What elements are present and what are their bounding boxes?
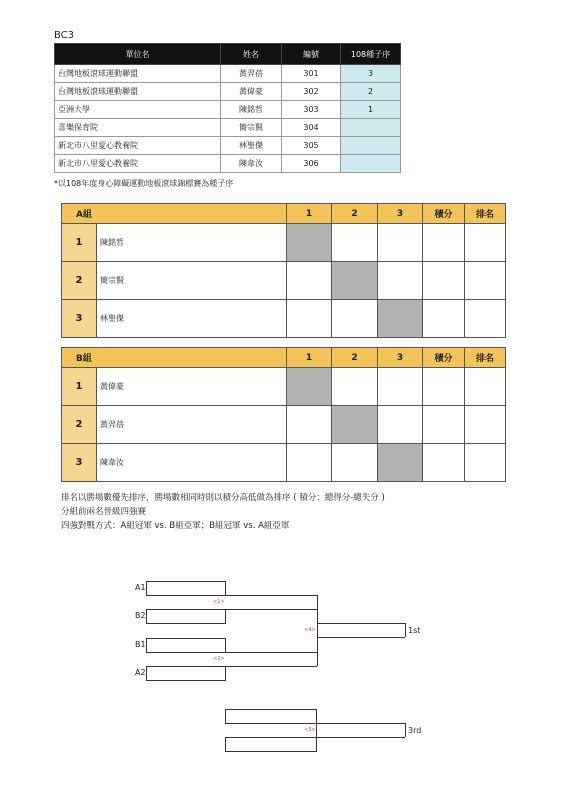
result-cell bbox=[287, 300, 332, 338]
result-cell bbox=[378, 224, 423, 262]
player-name: 黃偉豪 bbox=[97, 368, 287, 406]
name-cell: 林聖傑 bbox=[221, 137, 282, 155]
third-place-label: 3rd bbox=[408, 726, 422, 735]
bracket-line bbox=[225, 666, 317, 667]
match-number: <2> bbox=[213, 656, 225, 662]
result-cell bbox=[287, 262, 332, 300]
slot-label: A2 bbox=[135, 668, 146, 677]
advance-rule: 分組前兩名晉級四強賽 bbox=[61, 507, 147, 517]
player-name: 陳韋汝 bbox=[97, 444, 287, 482]
match-number: <3> bbox=[304, 727, 316, 733]
result-cell bbox=[287, 444, 332, 482]
group-name: B組 bbox=[62, 348, 287, 368]
bracket-slot bbox=[146, 666, 226, 681]
bracket-line bbox=[316, 723, 405, 724]
name-cell: 黃偉豪 bbox=[221, 83, 282, 101]
player-name: 林聖傑 bbox=[97, 300, 287, 338]
player-number: 1 bbox=[62, 368, 97, 406]
seed-note: *以108年度身心障礙運動地板滾球錦標賽為種子序 bbox=[54, 179, 234, 188]
rank-header: 排名 bbox=[465, 204, 506, 224]
player-number: 2 bbox=[62, 262, 97, 300]
ranking-rule: 排名以勝場數優先排序，勝場數相同時則以積分高低做為排序 ( 積分：總得分-總失分 ) bbox=[61, 493, 385, 503]
player-number: 1 bbox=[62, 224, 97, 262]
number-cell: 305 bbox=[282, 137, 341, 155]
slot-label: B1 bbox=[135, 640, 146, 649]
result-cell bbox=[332, 368, 378, 406]
event-code: BC3 bbox=[54, 30, 75, 41]
points-cell bbox=[423, 406, 465, 444]
result-cell bbox=[378, 262, 423, 300]
points-cell bbox=[423, 368, 465, 406]
result-cell bbox=[378, 406, 423, 444]
bracket-line bbox=[317, 623, 405, 624]
result-cell bbox=[378, 368, 423, 406]
unit-cell: 台灣地板滾球運動聯盟 bbox=[55, 83, 221, 101]
table-row bbox=[55, 119, 401, 137]
table-row bbox=[55, 83, 401, 101]
table-row bbox=[62, 444, 506, 482]
slot-label: B2 bbox=[135, 611, 146, 620]
number-cell: 302 bbox=[282, 83, 341, 101]
player-name: 簡宗賢 bbox=[97, 262, 287, 300]
bracket-slot bbox=[225, 737, 317, 752]
header-number: 編號 bbox=[282, 44, 341, 65]
player-name: 黃羿蓓 bbox=[97, 406, 287, 444]
match-number: <1> bbox=[213, 599, 225, 605]
number-cell: 304 bbox=[282, 119, 341, 137]
registration-header-row bbox=[55, 44, 401, 65]
bracket-line bbox=[317, 652, 318, 666]
first-place-label: 1st bbox=[408, 626, 421, 635]
bracket-line bbox=[316, 723, 317, 737]
bracket-line bbox=[317, 609, 318, 652]
col-header: 1 bbox=[287, 204, 332, 224]
points-cell bbox=[423, 224, 465, 262]
self-cell bbox=[378, 444, 423, 482]
bracket-line bbox=[225, 652, 317, 653]
rank-cell bbox=[465, 406, 506, 444]
number-cell: 306 bbox=[282, 155, 341, 173]
table-row bbox=[55, 65, 401, 83]
bracket-line bbox=[317, 637, 405, 638]
bracket-slot bbox=[225, 709, 317, 724]
name-cell: 簡宗賢 bbox=[221, 119, 282, 137]
self-cell bbox=[287, 224, 332, 262]
result-cell bbox=[332, 224, 378, 262]
rank-cell bbox=[465, 224, 506, 262]
bracket-slot bbox=[146, 638, 226, 653]
table-row bbox=[62, 300, 506, 338]
points-cell bbox=[423, 444, 465, 482]
registration-table bbox=[54, 43, 401, 173]
rank-cell bbox=[465, 300, 506, 338]
self-cell bbox=[378, 300, 423, 338]
bracket-line bbox=[405, 623, 406, 637]
semifinal-rule: 四強對戰方式：A組冠軍 vs. B組亞軍；B組冠軍 vs. A組亞軍 bbox=[61, 521, 290, 531]
points-header: 積分 bbox=[423, 204, 465, 224]
table-row bbox=[55, 137, 401, 155]
points-header: 積分 bbox=[423, 348, 465, 368]
header-name: 姓名 bbox=[221, 44, 282, 65]
col-header: 1 bbox=[287, 348, 332, 368]
seed-cell: 2 bbox=[341, 83, 401, 101]
table-row bbox=[55, 155, 401, 173]
group-b-table bbox=[61, 347, 506, 482]
result-cell bbox=[332, 444, 378, 482]
slot-label: A1 bbox=[135, 583, 146, 592]
group-name: A組 bbox=[62, 204, 287, 224]
unit-cell: 台灣地板滾球運動聯盟 bbox=[55, 65, 221, 83]
bracket-line bbox=[225, 595, 317, 596]
bracket-line bbox=[225, 609, 317, 610]
number-cell: 303 bbox=[282, 101, 341, 119]
seed-cell bbox=[341, 155, 401, 173]
bracket-line bbox=[317, 595, 318, 609]
col-header: 2 bbox=[332, 204, 378, 224]
seed-cell: 3 bbox=[341, 65, 401, 83]
table-row bbox=[62, 224, 506, 262]
player-name: 陳銘哲 bbox=[97, 224, 287, 262]
seed-cell: 1 bbox=[341, 101, 401, 119]
rank-cell bbox=[465, 444, 506, 482]
unit-cell: 新北市八里愛心教養院 bbox=[55, 137, 221, 155]
self-cell bbox=[332, 262, 378, 300]
self-cell bbox=[287, 368, 332, 406]
points-cell bbox=[423, 262, 465, 300]
player-number: 3 bbox=[62, 300, 97, 338]
points-cell bbox=[423, 300, 465, 338]
player-number: 2 bbox=[62, 406, 97, 444]
rank-cell bbox=[465, 368, 506, 406]
col-header: 2 bbox=[332, 348, 378, 368]
col-header: 3 bbox=[378, 348, 423, 368]
self-cell bbox=[332, 406, 378, 444]
rank-header: 排名 bbox=[465, 348, 506, 368]
name-cell: 陳銘哲 bbox=[221, 101, 282, 119]
table-row bbox=[62, 262, 506, 300]
table-row bbox=[62, 406, 506, 444]
col-header: 3 bbox=[378, 204, 423, 224]
player-number: 3 bbox=[62, 444, 97, 482]
bracket-slot bbox=[146, 609, 226, 624]
unit-cell: 新北市八里愛心教養院 bbox=[55, 155, 221, 173]
unit-cell: 亞洲大學 bbox=[55, 101, 221, 119]
header-seed: 108種子序 bbox=[341, 44, 401, 65]
group-header-row bbox=[62, 204, 506, 224]
result-cell bbox=[332, 300, 378, 338]
unit-cell: 喜樂保育院 bbox=[55, 119, 221, 137]
seed-cell bbox=[341, 137, 401, 155]
header-unit: 單位名 bbox=[55, 44, 221, 65]
number-cell: 301 bbox=[282, 65, 341, 83]
bracket-slot bbox=[146, 581, 226, 596]
rank-cell bbox=[465, 262, 506, 300]
group-header-row bbox=[62, 348, 506, 368]
name-cell: 陳韋汝 bbox=[221, 155, 282, 173]
bracket-line bbox=[405, 723, 406, 737]
table-row bbox=[62, 368, 506, 406]
table-row bbox=[55, 101, 401, 119]
match-number: <4> bbox=[304, 627, 316, 633]
name-cell: 黃羿蓓 bbox=[221, 65, 282, 83]
group-a-table bbox=[61, 203, 506, 338]
seed-cell bbox=[341, 119, 401, 137]
result-cell bbox=[287, 406, 332, 444]
bracket-line bbox=[316, 737, 405, 738]
